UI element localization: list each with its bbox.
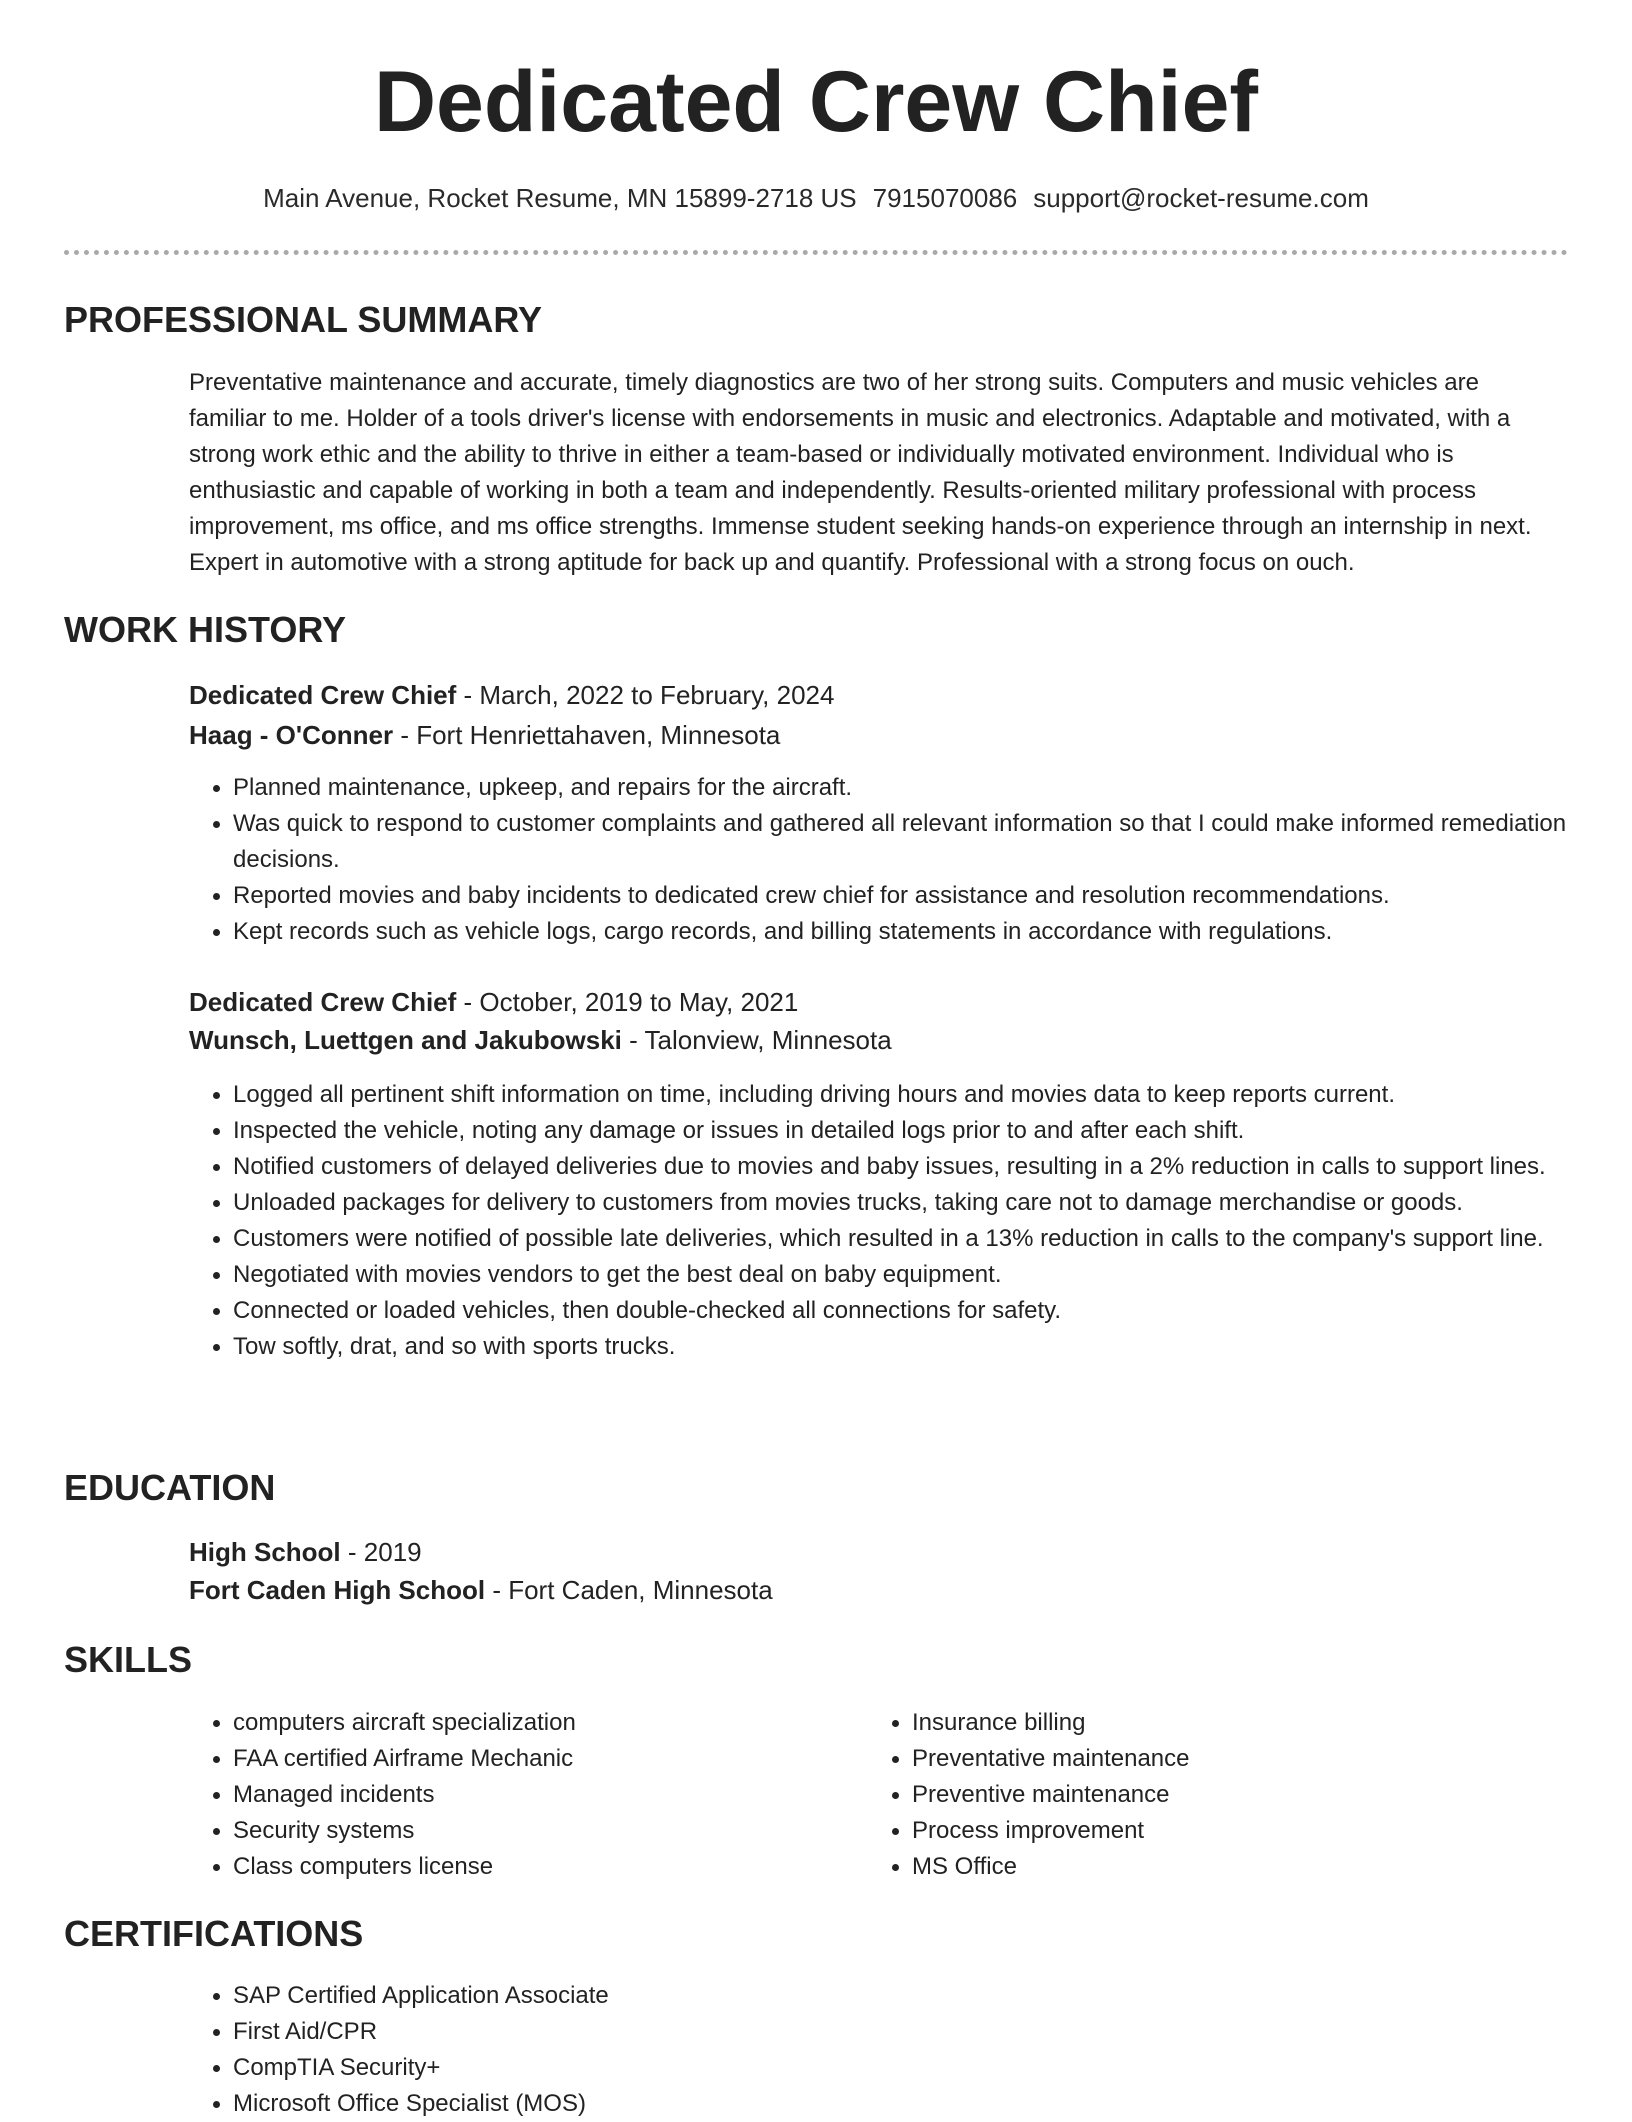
summary-text: Preventative maintenance and accurate, timely diagnostics are two of her strong suits. Computers and music vehicles are familiar to me. Holder of a tools driver's license with endorsements in music and electronics. Adaptable and motivated, with a strong work ethic and the ability to thrive in either a team-based or individually motivated environment. Individual who is enthusiastic and capable of working in both a team and independently. Results-oriented military professional with process improvement, ms office, and ms office strengths. Immense student seeking hands-on experience through an internship in next. Expert in automotive with a strong aptitude for back up and quantify. Professional with a strong focus on ouch. xyxy=(189,369,1532,576)
certifications-list xyxy=(189,1978,1603,2122)
list-item: • Connected or loaded vehicles, then double-checked all connections for safety. xyxy=(233,1293,1603,1329)
summary-heading: PROFESSIONAL SUMMARY xyxy=(64,299,543,340)
list-item: • Class computers license xyxy=(233,1849,873,1885)
list-item: • Managed incidents xyxy=(233,1777,873,1813)
job-2-role: Dedicated Crew Chief xyxy=(189,987,457,1017)
job-1-role: Dedicated Crew Chief xyxy=(189,680,457,710)
skills-list-right xyxy=(868,1705,1552,1885)
job-1-title-line xyxy=(189,677,1559,713)
list-item: • First Aid/CPR xyxy=(233,2014,1603,2050)
list-item: • Unloaded packages for delivery to customers from movies trucks, taking care not to damage merchandise or goods. xyxy=(233,1185,1603,1221)
list-item: • Reported movies and baby incidents to dedicated crew chief for assistance and resolution recommendations. xyxy=(233,878,1603,914)
list-item: • Was quick to respond to customer complaints and gathered all relevant information so that I could make informed remediation decisions. xyxy=(233,806,1603,878)
job-1-location: - Fort Henriettahaven, Minnesota xyxy=(393,720,781,750)
list-item: • FAA certified Airframe Mechanic xyxy=(233,1741,873,1777)
list-item: • Microsoft Office Specialist (MOS) xyxy=(233,2086,1603,2122)
contact-address: Main Avenue, Rocket Resume, MN 15899-2718 US xyxy=(263,183,857,213)
list-item: • Security systems xyxy=(233,1813,873,1849)
candidate-name: Dedicated Crew Chief xyxy=(373,54,1259,150)
header-divider xyxy=(64,250,1568,255)
list-item: • Process improvement xyxy=(912,1813,1552,1849)
list-item: • Tow softly, drat, and so with sports trucks. xyxy=(233,1329,1603,1365)
education-school: Fort Caden High School xyxy=(189,1575,486,1605)
job-2-dates: - October, 2019 to May, 2021 xyxy=(456,987,799,1017)
job-2-company: Wunsch, Luettgen and Jakubowski xyxy=(189,1025,622,1055)
list-item: • computers aircraft specialization xyxy=(233,1705,873,1741)
education-school-line xyxy=(189,1572,1559,1608)
list-item: • Kept records such as vehicle logs, cargo records, and billing statements in accordance with regulations. xyxy=(233,914,1603,950)
skills-heading: SKILLS xyxy=(64,1639,193,1680)
education-year: - 2019 xyxy=(340,1537,422,1567)
list-item: • Planned maintenance, upkeep, and repairs for the aircraft. xyxy=(233,770,1603,806)
education-degree: High School xyxy=(189,1537,341,1567)
contact-phone: 7915070086 xyxy=(872,183,1018,213)
list-item: • SAP Certified Application Associate xyxy=(233,1978,1603,2014)
list-item: • Preventive maintenance xyxy=(912,1777,1552,1813)
job-1-company-line xyxy=(189,717,1559,753)
work-history-heading: WORK HISTORY xyxy=(64,609,347,650)
education-location: - Fort Caden, Minnesota xyxy=(485,1575,773,1605)
certifications-heading: CERTIFICATIONS xyxy=(64,1913,364,1954)
job-2-company-line xyxy=(189,1022,1559,1058)
education-heading: EDUCATION xyxy=(64,1467,276,1508)
list-item: • MS Office xyxy=(912,1849,1552,1885)
list-item: • Logged all pertinent shift information on time, including driving hours and movies data to keep reports current. xyxy=(233,1077,1603,1113)
job-2-title-line xyxy=(189,984,1559,1020)
job-1-dates: - March, 2022 to February, 2024 xyxy=(456,680,835,710)
list-item: • Insurance billing xyxy=(912,1705,1552,1741)
list-item: • Customers were notified of possible late deliveries, which resulted in a 13% reduction in calls to the company's support line. xyxy=(233,1221,1603,1257)
skills-list-left xyxy=(189,1705,873,1885)
list-item: • Negotiated with movies vendors to get the best deal on baby equipment. xyxy=(233,1257,1603,1293)
contact-email: support@rocket-resume.com xyxy=(1033,183,1369,213)
list-item: • CompTIA Security+ xyxy=(233,2050,1603,2086)
contact-line xyxy=(0,180,1632,216)
education-degree-line xyxy=(189,1534,1559,1570)
job-1-company: Haag - O'Conner xyxy=(189,720,394,750)
job-2-bullets xyxy=(189,1077,1603,1365)
list-item: • Inspected the vehicle, noting any damage or issues in detailed logs prior to and after each shift. xyxy=(233,1113,1603,1149)
list-item: • Notified customers of delayed deliveries due to movies and baby issues, resulting in a 2% reduction in calls to support lines. xyxy=(233,1149,1603,1185)
job-2-location: - Talonview, Minnesota xyxy=(621,1025,892,1055)
list-item: • Preventative maintenance xyxy=(912,1741,1552,1777)
job-1-bullets xyxy=(189,770,1603,950)
